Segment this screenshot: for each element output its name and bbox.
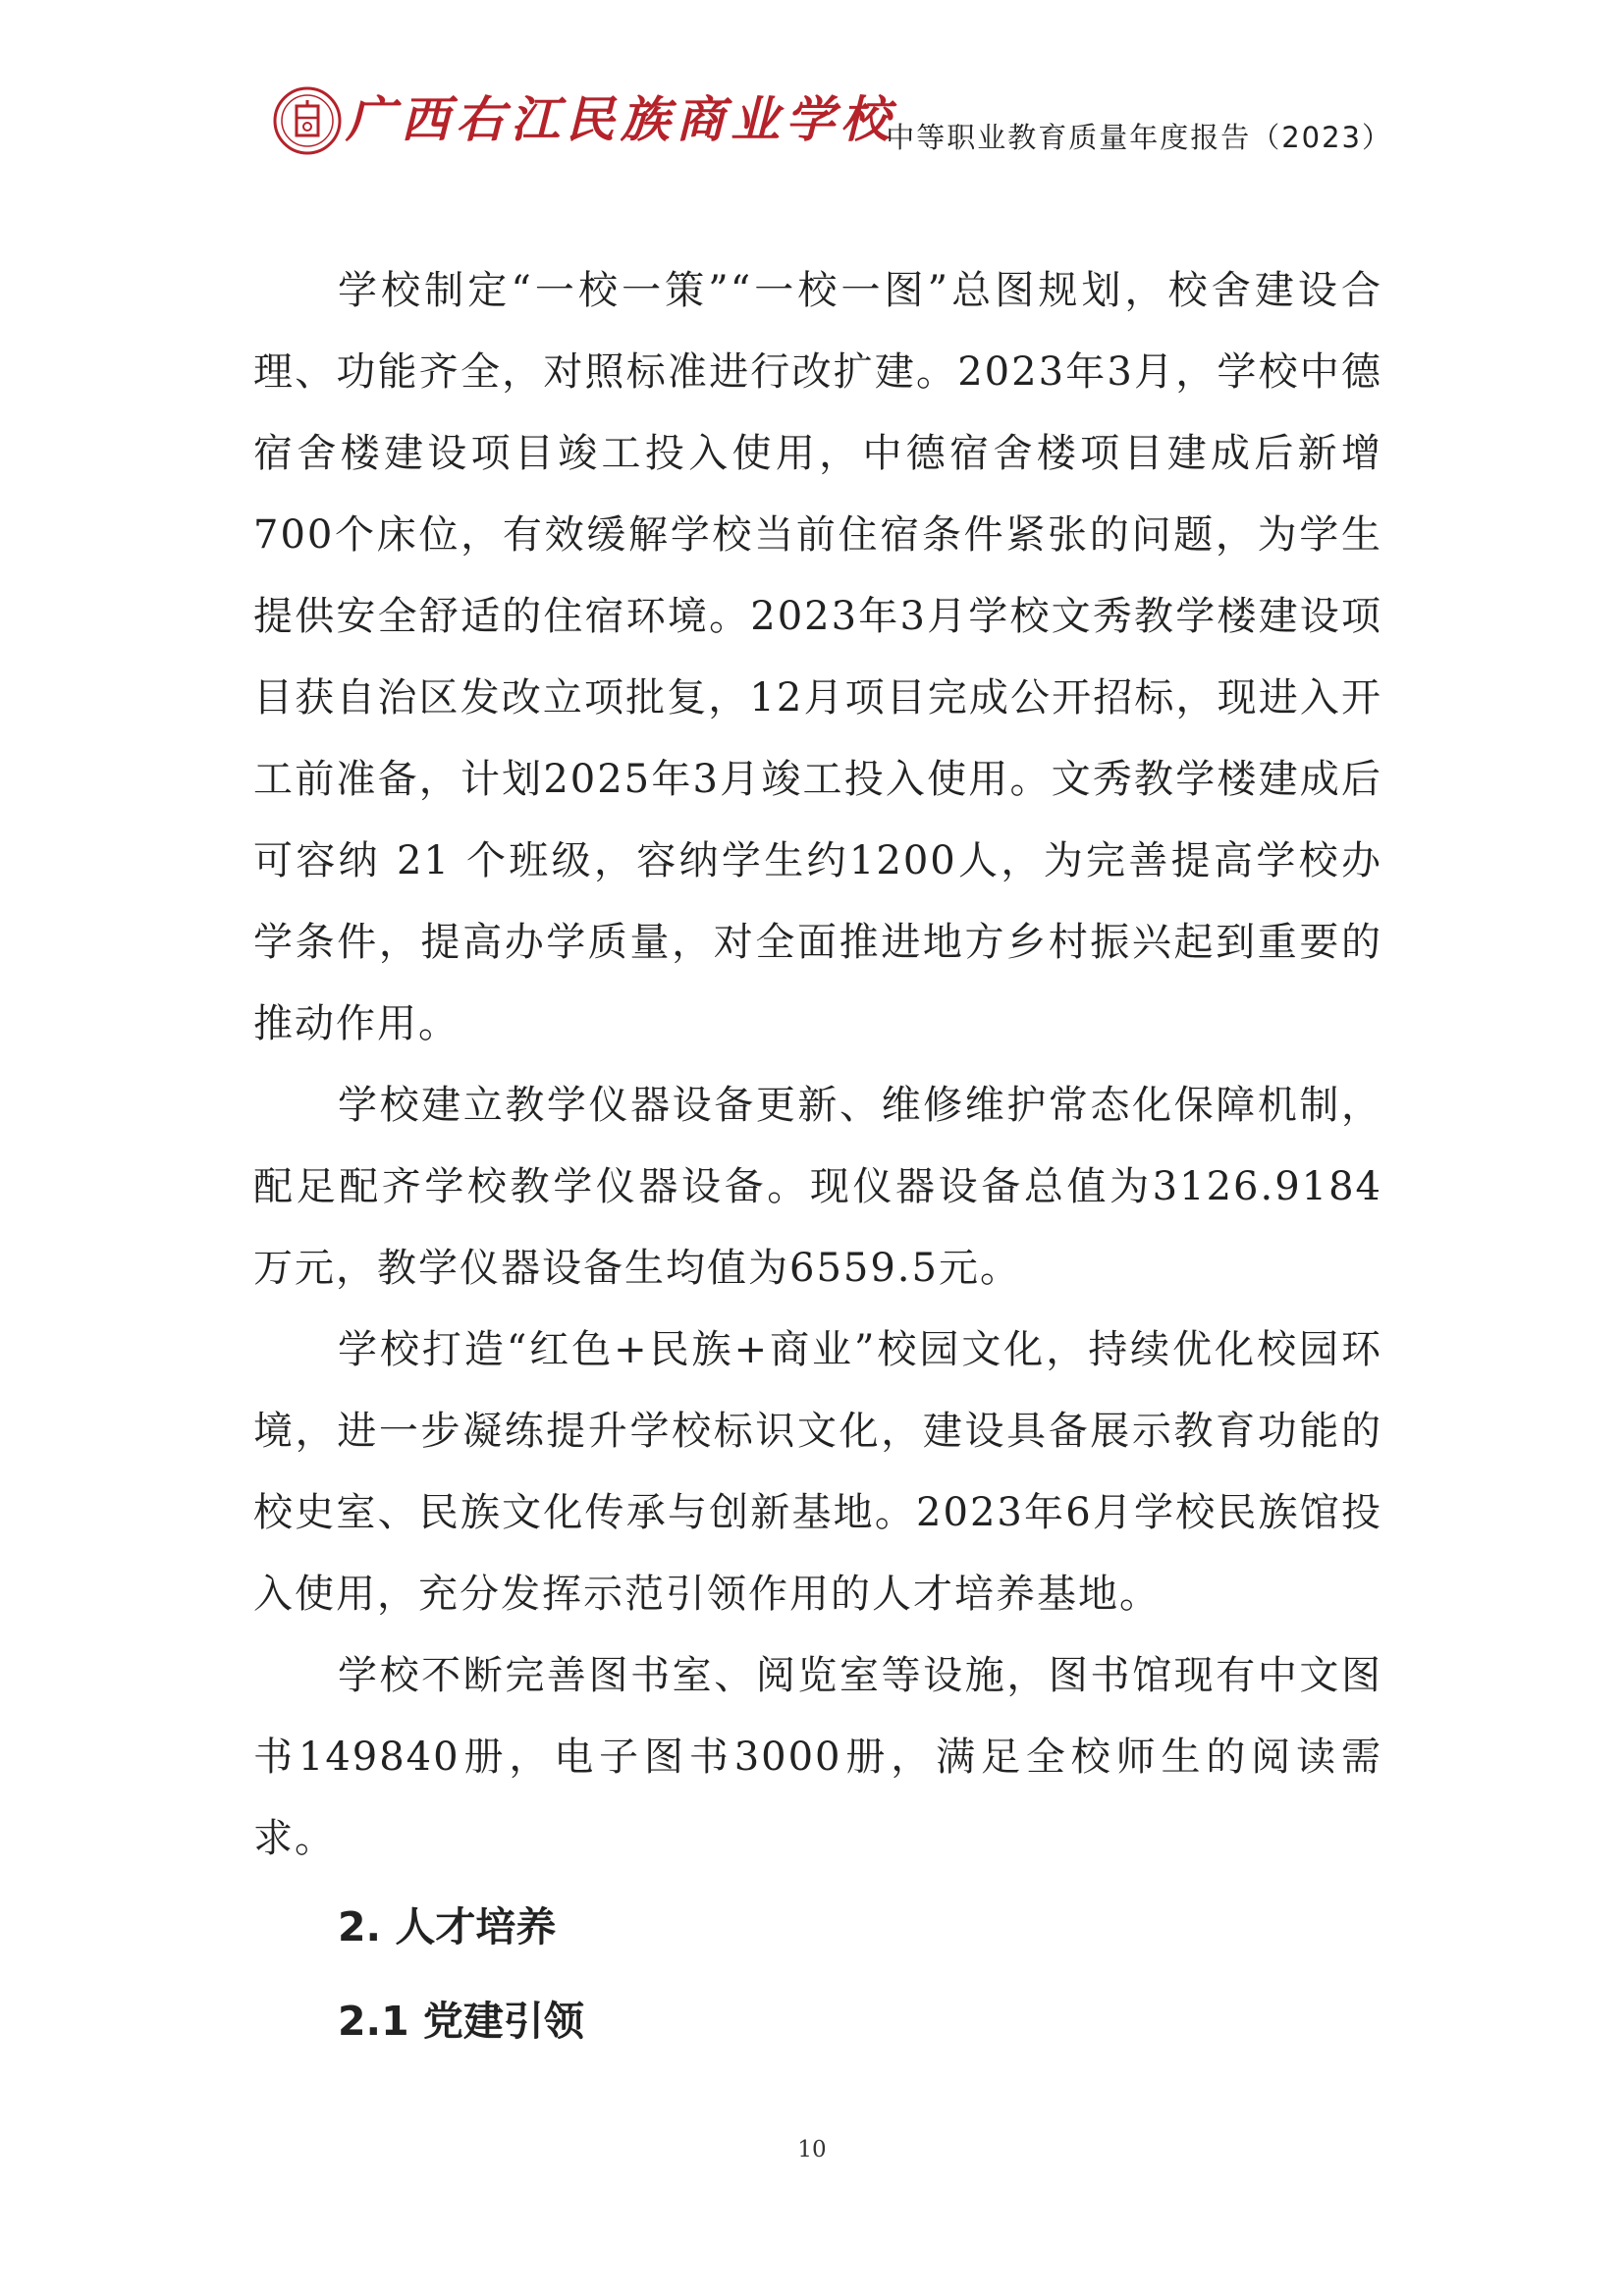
school-seal-icon [273,86,342,155]
paragraph-campus-culture: 学校打造“红色+民族+商业”校园文化，持续优化校园环境，进一步凝练提升学校标识文化，建设具备展示教育功能的校史室、民族文化传承与创新基地。2023年6月学校民族馆投入使用，充分发挥示范引领作用的人才培养基地。 [253,1327,1382,1617]
paragraph-teaching-equipment: 学校建立教学仪器设备更新、维修维护常态化保障机制，配足配齐学校教学仪器设备。现仪器设备总值为3126.9184万元，教学仪器设备生均值为6559.5元。 [253,1083,1382,1291]
page-header [0,0,1624,196]
paragraph-library: 学校不断完善图书室、阅览室等设施，图书馆现有中文图书149840册，电子图书3000册，满足全校师生的阅读需求。 [253,1653,1382,1861]
page-number: 10 [797,2137,827,2163]
section-heading: 2. 人才培养 [338,1903,557,1950]
report-title: 中等职业教育质量年度报告（2023） [886,121,1392,154]
school-name: 广西右江民族商业学校 [346,90,895,148]
document-body [253,250,1382,2068]
paragraph-campus-construction: 学校制定“一校一策”“一校一图”总图规划，校舍建设合理、功能齐全，对照标准进行改扩建。2023年3月，学校中德宿舍楼建设项目竣工投入使用，中德宿舍楼项目建成后新增700个床位，有效缓解学校当前住宿条件紧张的问题，为学生提供安全舒适的住宿环境。2023年3月学校文秀教学楼建设项目获自治区发改立项批复，12月项目完成公开招标，现进入开工前准备，计划2025年3月竣工投入使用。文秀教学楼建成后可容纳 21 个班级，容纳学生约1200人，为完善提高学校办学条件，提高办学质量，对全面推进地方乡村振兴起到重要的推动作用。 [253,268,1382,1046]
subsection-heading: 2.1 党建引领 [338,1998,584,2045]
